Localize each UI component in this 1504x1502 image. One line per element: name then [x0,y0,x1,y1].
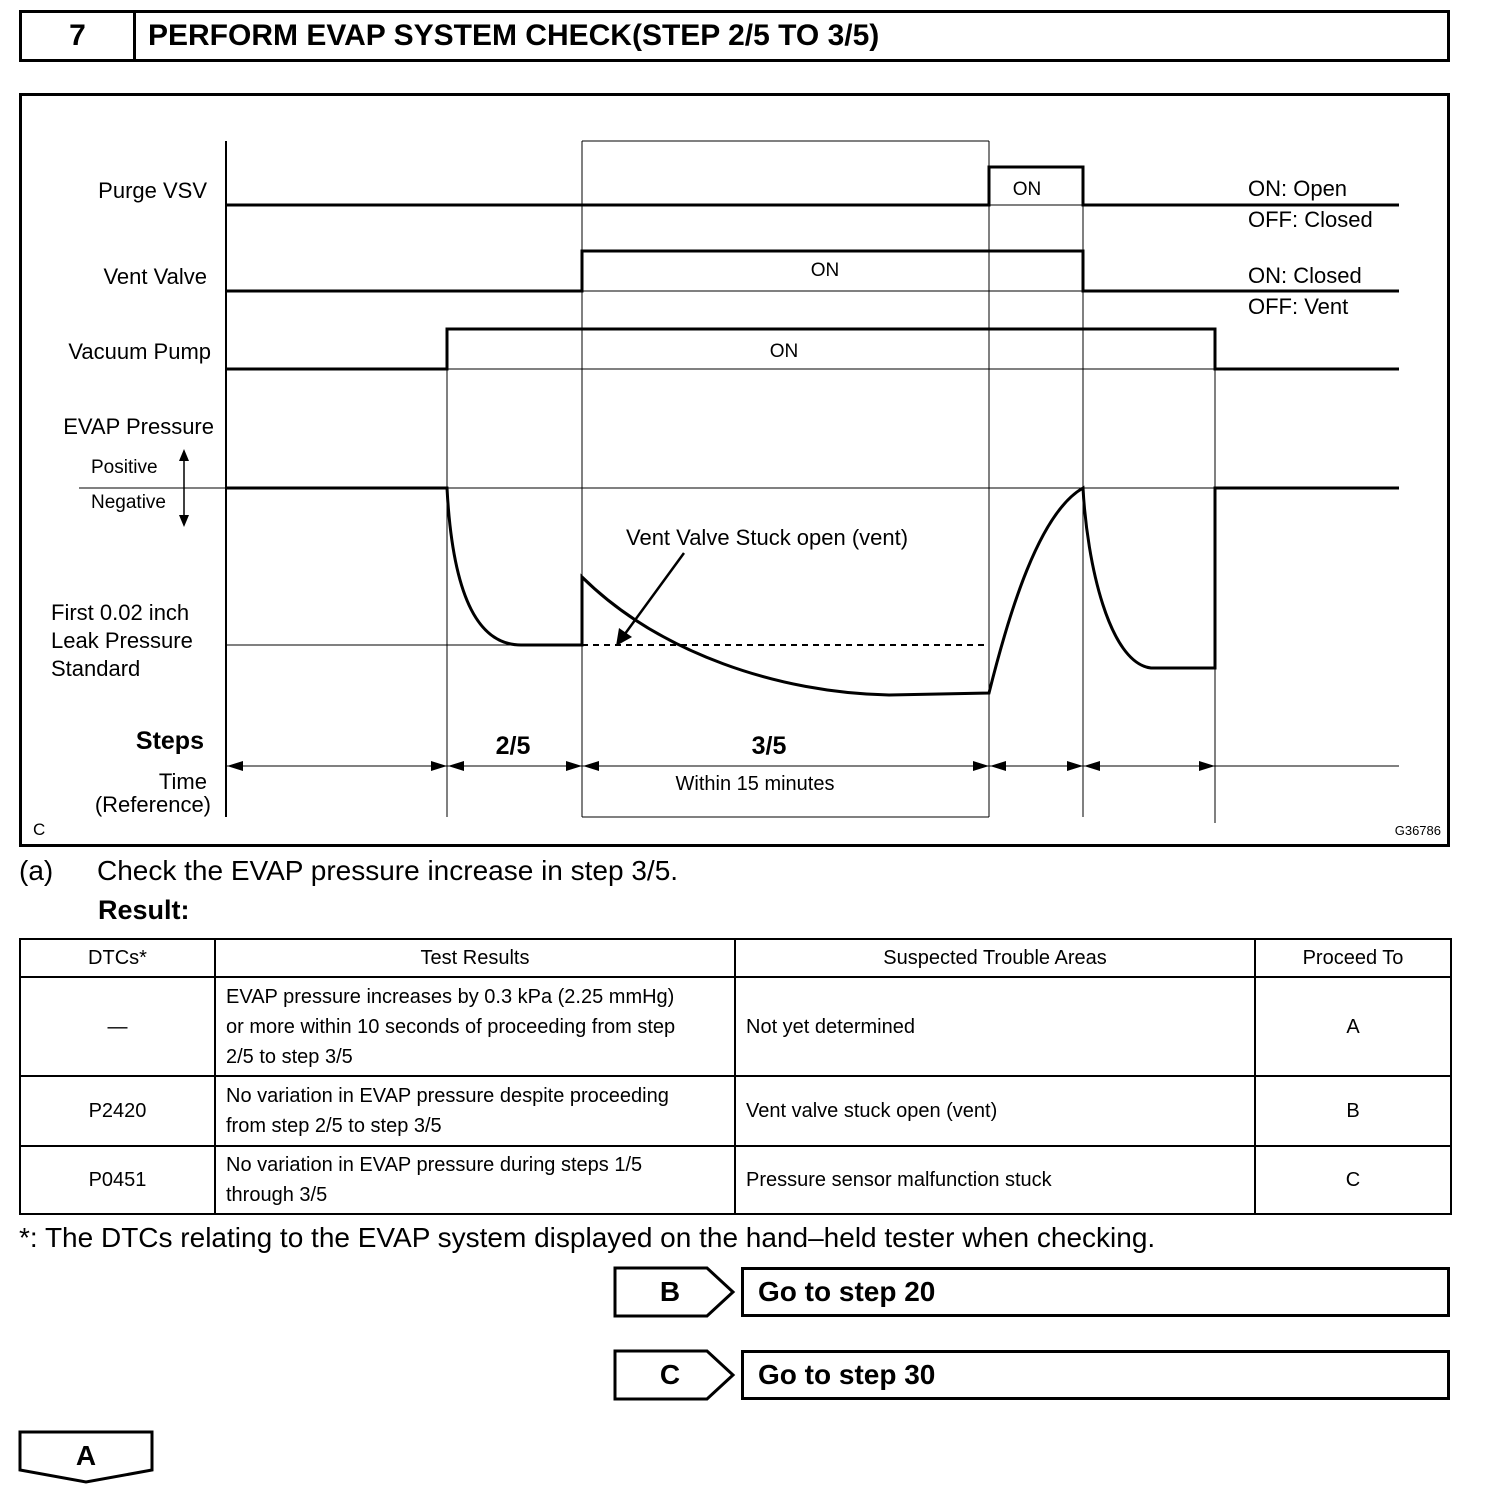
footnote: *: The DTCs relating to the EVAP system displayed on the hand–held tester when checking. [19,1222,1156,1253]
on-label-vent: ON [810,260,840,281]
step-title: PERFORM EVAP SYSTEM CHECK(STEP 2/5 TO 3/5) [148,19,880,52]
instruction-text: Check the EVAP pressure increase in step 3/5. [97,855,679,886]
label-reference: (Reference) [94,792,211,817]
arrow-head [1067,761,1083,771]
neg-arrow-head [179,515,189,527]
table-row [20,977,1451,1076]
label-negative: Negative [91,492,166,513]
result-table [19,938,1452,1215]
arrow-head [566,761,582,771]
evap-pressure-waveform [226,488,1399,695]
step-number: 7 [22,13,136,59]
baselines [79,205,1399,766]
cell-test-result [215,1076,735,1146]
figure-code: G36786 [1394,823,1441,838]
cell-dtc: — [20,977,215,1076]
label-leak-line2: Leak Pressure [51,628,193,653]
annotation-arrow-line [622,553,684,638]
label-time: Time [158,769,207,794]
label-leak-line1: First 0.02 inch [51,600,190,625]
result-line: or more within 10 seconds of proceeding from step [226,1015,676,1038]
header-dtcs: DTCs* [20,939,215,977]
vacuum-pump-waveform [226,329,1399,369]
annotation-stuck-open: Vent Valve Stuck open (vent) [626,525,909,550]
cell-dtc: P0451 [20,1146,215,1214]
cell-proceed: C [1255,1146,1451,1214]
label-within: Within 15 minutes [675,773,835,795]
cell-trouble-area: Not yet determined [735,977,1255,1076]
legend-vent-off: OFF: Vent [1248,294,1349,319]
result-line: No variation in EVAP pressure despite proceeding [226,1085,669,1107]
header-trouble-areas: Suspected Trouble Areas [735,939,1255,977]
legend-purge-off: OFF: Closed [1248,207,1373,232]
cell-proceed: A [1255,977,1451,1076]
result-label: Result: [98,895,190,925]
pos-arrow-head [179,449,189,461]
result-line: EVAP pressure increases by 0.3 kPa (2.25 mmHg) [226,985,675,1008]
corner-letter: C [33,820,46,839]
cell-trouble-area: Vent valve stuck open (vent) [735,1076,1255,1146]
arrow-head [990,761,1006,771]
purge-vsv-waveform [226,167,1399,205]
label-vent-valve: Vent Valve [103,264,207,289]
arrow-head [448,761,464,771]
label-purge-vsv: Purge VSV [98,178,207,203]
result-line: 2/5 to step 3/5 [226,1045,353,1068]
arrow-head [227,761,243,771]
on-label-purge: ON [1012,179,1042,200]
on-label-pump: ON [769,341,799,362]
step-header [19,10,1450,62]
label-vacuum-pump: Vacuum Pump [68,339,211,364]
arrow-head [973,761,989,771]
table-header-row [20,939,1451,977]
label-steps: Steps [135,727,204,755]
goto-step-30-button[interactable]: Go to step 30 [741,1350,1450,1400]
time-guides [226,141,1215,823]
nav-c-letter[interactable]: C [659,1359,681,1390]
label-positive: Positive [91,457,158,478]
timing-diagram-svg [19,93,1450,847]
table-row [20,1076,1451,1146]
arrow-head [583,761,599,771]
header-proceed-to: Proceed To [1255,939,1451,977]
annotation-arrow-head [616,628,632,646]
arrow-head [431,761,447,771]
legend-purge-on: ON: Open [1248,176,1348,201]
result-line: No variation in EVAP pressure during steps 1/5 [226,1154,643,1176]
nav-b-letter[interactable]: B [659,1276,681,1307]
cell-test-result [215,1146,735,1214]
result-line: from step 2/5 to step 3/5 [226,1115,442,1137]
label-step-2-5: 2/5 [495,732,531,760]
cell-dtc: P2420 [20,1076,215,1146]
legend-vent-on: ON: Closed [1248,263,1362,288]
instruction-label: (a) [19,855,54,886]
result-line: through 3/5 [226,1184,328,1206]
nav-a-letter[interactable]: A [75,1440,97,1471]
cell-test-result [215,977,735,1076]
label-evap-pressure: EVAP Pressure [63,414,214,439]
cell-proceed: B [1255,1076,1451,1146]
label-leak-line3: Standard [51,656,141,681]
table-row [20,1146,1451,1214]
header-test-results: Test Results [215,939,735,977]
arrow-head [1199,761,1215,771]
timing-diagram [19,93,1450,847]
cell-trouble-area: Pressure sensor malfunction stuck [735,1146,1255,1214]
diagram-frame [21,95,1449,846]
arrow-head [1084,761,1100,771]
label-step-3-5: 3/5 [751,732,787,760]
goto-step-20-button[interactable]: Go to step 20 [741,1267,1450,1317]
